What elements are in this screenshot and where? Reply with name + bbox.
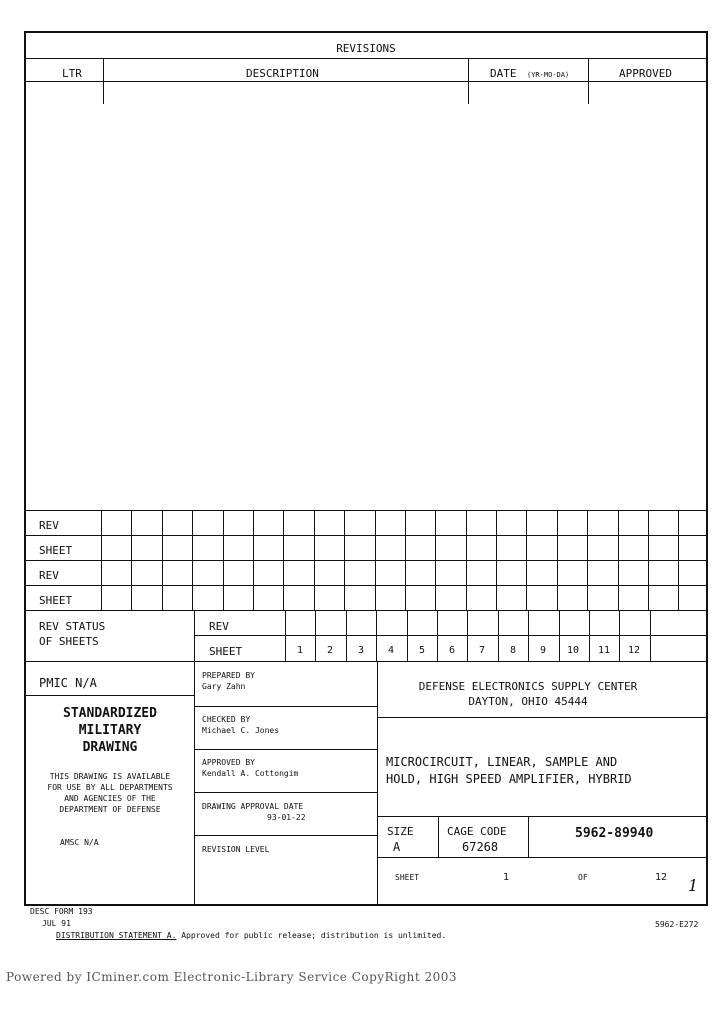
sheet-num-10: 10: [566, 645, 580, 656]
smd-line2: MILITARY: [78, 723, 142, 738]
divider: [25, 695, 195, 696]
col-approved: APPROVED: [619, 67, 672, 80]
divider: [25, 81, 708, 82]
prepared-label: PREPARED BY: [202, 671, 255, 680]
rev-status-sheet: SHEET: [209, 645, 243, 658]
divider: [195, 792, 377, 793]
sheet-label-1: SHEET: [39, 544, 73, 557]
cage-label: CAGE CODE: [447, 825, 507, 838]
rev-label-1: REV: [39, 519, 59, 532]
avail-line2: FOR USE BY ALL DEPARTMENTS: [47, 783, 173, 792]
avail-line1: THIS DRAWING IS AVAILABLE: [49, 772, 171, 781]
rev-status-line1: REV STATUS: [39, 620, 106, 633]
size-value: A: [393, 840, 401, 854]
revisions-title: REVISIONS: [336, 42, 396, 55]
distribution-text: Approved for public release; distribution is unlimited.: [176, 931, 447, 940]
sheet-num-1: 1: [296, 645, 304, 656]
of-label: OF: [578, 873, 588, 882]
divider: [195, 749, 377, 750]
sheet-label-2: SHEET: [39, 594, 73, 607]
center-line1: DEFENSE ELECTRONICS SUPPLY CENTER: [418, 680, 638, 693]
avail-line3: AND AGENCIES OF THE: [64, 794, 156, 803]
divider: [285, 635, 708, 636]
col-description: DESCRIPTION: [246, 67, 319, 80]
revision-level-label: REVISION LEVEL: [202, 845, 270, 854]
divider: [377, 816, 708, 817]
divider: [195, 706, 377, 707]
divider: [25, 661, 708, 662]
col-date-format: (YR-MO-DA): [527, 71, 570, 79]
size-label: SIZE: [387, 825, 414, 838]
avail-line4: DEPARTMENT OF DEFENSE: [59, 805, 161, 814]
sheet-number: 1: [503, 872, 510, 883]
approved-label: APPROVED BY: [202, 758, 255, 767]
center-line2: DAYTON, OHIO 45444: [468, 695, 588, 708]
footer-text: Powered by ICminer.com Electronic-Library Service CopyRight 2003: [6, 970, 458, 984]
divider: [377, 717, 708, 718]
form-line2: JUL 91: [42, 919, 71, 928]
divider: [194, 610, 195, 906]
doc-code: 5962-E272: [655, 920, 699, 929]
sheet-num-2: 2: [326, 645, 334, 656]
divider: [103, 58, 104, 104]
divider: [468, 58, 469, 104]
sheet-label: SHEET: [395, 873, 420, 882]
pmic: PMIC N/A: [39, 676, 97, 690]
cage-value: 67268: [462, 840, 499, 854]
sheet-num-9: 9: [539, 645, 547, 656]
form-line1: DESC FORM 193: [30, 907, 93, 916]
sheet-num-3: 3: [357, 645, 365, 656]
divider: [588, 58, 589, 104]
col-ltr: LTR: [62, 67, 82, 80]
distribution-statement: [56, 931, 446, 940]
sheet-num-6: 6: [448, 645, 456, 656]
divider: [528, 816, 529, 857]
title-line1: MICROCIRCUIT, LINEAR, SAMPLE AND: [386, 755, 618, 769]
approved-name: Kendall A. Cottongim: [202, 769, 299, 778]
sheet-num-4: 4: [387, 645, 395, 656]
divider: [377, 857, 708, 858]
divider: [25, 58, 708, 59]
divider: [195, 835, 377, 836]
rev-sheet-grid: [101, 511, 709, 610]
checked-label: CHECKED BY: [202, 715, 251, 724]
prepared-name: Gary Zahn: [202, 682, 246, 691]
sheet-num-5: 5: [418, 645, 426, 656]
amsc: AMSC N/A: [60, 838, 99, 847]
approval-date-value: 93-01-22: [267, 813, 306, 822]
sheet-num-12: 12: [627, 645, 641, 656]
sheet-num-8: 8: [509, 645, 517, 656]
distribution-label: DISTRIBUTION STATEMENT A.: [56, 931, 177, 940]
rev-label-2: REV: [39, 569, 59, 582]
col-date: DATE: [490, 67, 517, 80]
handwritten-mark: 1: [688, 876, 699, 895]
divider: [438, 816, 439, 857]
drawing-number: 5962-89940: [575, 826, 654, 841]
smd-line3: DRAWING: [82, 740, 138, 755]
rev-status-rev: REV: [209, 620, 229, 633]
divider: [195, 635, 285, 636]
sheet-total: 12: [655, 872, 668, 883]
approval-date-label: DRAWING APPROVAL DATE: [202, 802, 304, 811]
title-line2: HOLD, HIGH SPEED AMPLIFIER, HYBRID: [386, 772, 632, 786]
checked-name: Michael C. Jones: [202, 726, 280, 735]
rev-status-line2: OF SHEETS: [39, 635, 99, 648]
smd-line1: STANDARDIZED: [63, 706, 157, 721]
sheet-num-7: 7: [478, 645, 486, 656]
sheet-num-11: 11: [597, 645, 611, 656]
